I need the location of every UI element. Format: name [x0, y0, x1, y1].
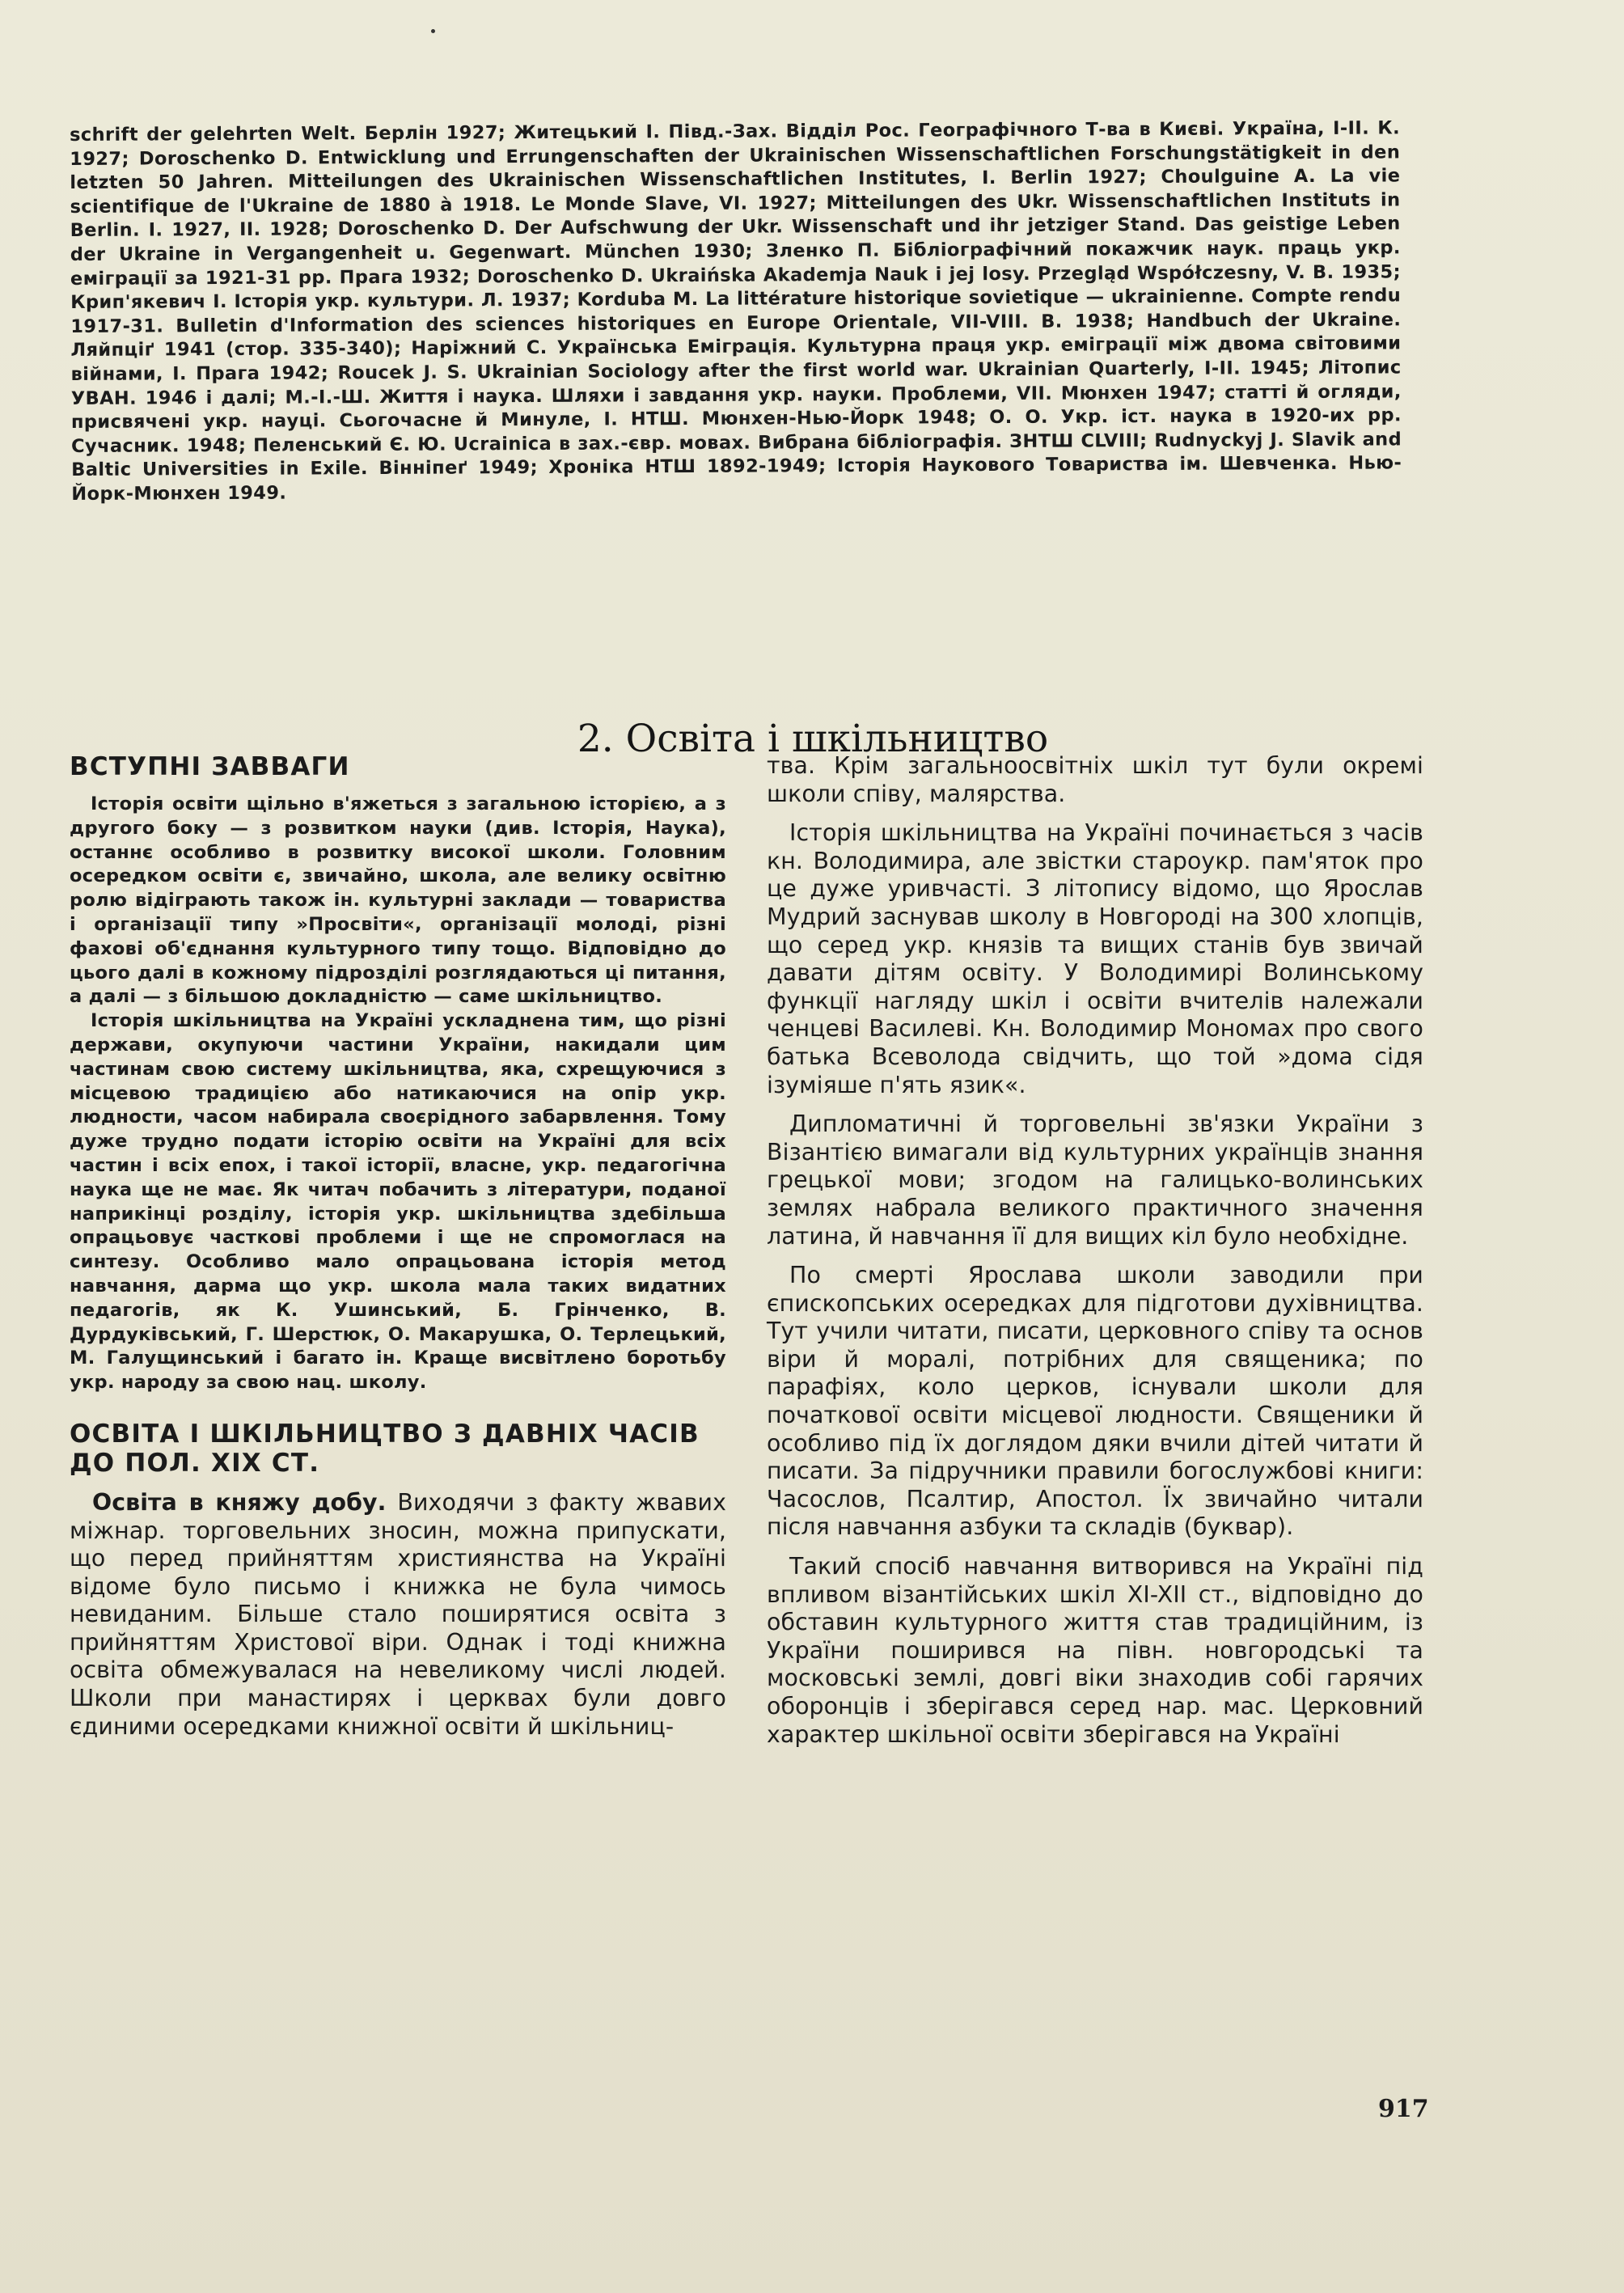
- bibliography-block: schrift der gelehrten Welt. Берлін 1927; Житецький І. Півд.-Зах. Відділ Рос. Географічного Т-ва в Києві. Україна, І-ІІ. К. 1927; Doroschenko D. Entwicklung und Errungenschaften der Ukrainischen Wissenschaftlichen Forschungstätigkeit in den letzten 50 Jahren. Mitteilungen des Ukrainischen Wissenschaftlichen Institutes, I. Berlin 1927; Choulguine A. La vie scientifique de l'Ukraine de 1880 à 1918. Le Monde Slave, VI. 1927; Mitteilungen des Ukr. Wissenschaftlichen Instituts in Berlin. I. 1927, II. 1928; Doroschenko D. Der Aufschwung der Ukr. Wissenschaft und ihr jetziger Stand. Das geistige Leben der Ukraine in Vergangenheit u. Gegenwart. München 1930; Зленко П. Бібліографічний покажчик наук. праць укр. еміграції за 1921-31 рр. Прага 1932; Doroschenko D. Ukraińska Akademja Nauk i jej losy. Przegląd Współczesny, V. B. 1935; Крип'якевич І. Історія укр. культури. Л. 1937; Korduba M. La littérature historique sovietique — ukrainienne. Compte rendu 1917-31. Bulletin d'Information des sciences historiques en Europe Orientale, VII-VIII. B. 1938; Handbuch der Ukraine. Ляйпціґ 1941 (стор. 335-340); Наріжний С. Українська Еміграція. Культурна праця укр. еміграції між двома світовими війнами, І. Прага 1942; Roucek J. S. Ukrainian Sociology after the first world war. Ukrainian Quarterly, I-II. 1945; Літопис УВАН. 1946 і далі; М.-І.-Ш. Життя і наука. Шляхи і завдання укр. науки. Проблеми, VII. Мюнхен 1947; статті й огляди, присвячені укр. науці. Сьогочасне й Минуле, І. НТШ. Мюнхен-Нью-Йорк 1948; О. О. Укр. іст. наука в 1920-их рр. Сучасник. 1948; Пеленський Є. Ю. Ucrainica в зах.-євр. мовах. Вибрана бібліографія. ЗНТШ CLVIII; Rudnyckyj J. Slavik and Baltic Universities in Exile. Вінніпеґ 1949; Хроніка НТШ 1892-1949; Історія Наукового Товариства ім. Шевченка. Нью-Йорк-Мюнхен 1949.: [70, 116, 1402, 505]
- left-column: [70, 752, 726, 1741]
- paragraph: Дипломатичні й торговельні зв'язки України з Візантією вимагали від культурних українців знання грецької мови; згодом на галицько-волинських землях набрала великого практичного значення латина, й навчання її для вищих кіл було необхідне.: [767, 1111, 1423, 1250]
- paragraph: Такий спосіб навчання витворився на Україні під впливом візантійських шкіл XI-XII ст., відповідно до обставин культурного життя став традиційним, із України поширився на півн. новгородські та московські землі, довгі віки знаходив собі гарячих оборонців і зберігався серед нар. мас. Церковний характер шкільної освіти зберігався на Україні: [767, 1553, 1423, 1748]
- heading-education-ancient-times: ОСВІТА І ШКІЛЬНИЦТВО З ДАВНІХ ЧАСІВ ДО ПОЛ. XIX СТ.: [70, 1419, 700, 1478]
- paragraph: Історія шкільництва на Україні починається з часів кн. Володимира, але звістки староукр. пам'яток про це дуже уривчасті. З літопису відомо, що Ярослав Мудрий заснував школу в Новгороді на 300 хлопців, що серед укр. князів та вищих станів був звичай давати дітям освіту. У Володимирі Волинському функції нагляду шкіл і освіти вчителів належали ченцеві Василеві. Кн. Володимир Мономах про свого батька Всеволода свідчить, що той »дома сідя ізуміяше п'ять язик«.: [767, 819, 1423, 1098]
- paragraph: тва. Крім загальноосвітніх шкіл тут були окремі школи співу, малярства.: [767, 752, 1423, 807]
- paragraph: По смерті Ярослава школи заводили при єпископських осередках для підготови духівництва. Тут учили читати, писати, церковного співу та основ віри й моралі, потрібних для священика; по парафіях, коло церков, існували школи для початкової освіти місцевої людности. Священики й особливо під їх доглядом дяки вчили дітей читати й писати. За підручники правили богослужбові книги: Часослов, Псалтир, Апостол. Їх звичайно читали після навчання азбуки та складів (буквар).: [767, 1262, 1423, 1541]
- heading-introductory-remarks: ВСТУПНІ ЗАВВАГИ: [70, 752, 350, 781]
- right-column: [767, 752, 1423, 1749]
- paragraph: [70, 1489, 726, 1741]
- section-title: 2. Освіта і шкільництво: [577, 717, 1049, 761]
- run-in-heading: Освіта в княжу добу.: [92, 1488, 387, 1516]
- paragraph: Історія освіти щільно в'яжеться з загальною історією, а з другого боку — з розвитком науки (див. Історія, Наука), останнє особливо в розвитку високої школи. Головним осередком освіти є, звичайно, школа, але велику освітню ролю відіграють також ін. культурні заклади — товариства і організації типу »Просвіти«, організації молоді, різні фахові об'єднання культурного типу тощо. Відповідно до цього далі в кожному підрозділі розглядаються ці питання, а далі — з більшою докладністю — саме шкільництво.: [70, 793, 726, 1008]
- print-speck: [431, 29, 435, 33]
- paragraph-text: Виходячи з факту жвавих міжнар. торговельних зносин, можна припускати, що перед прийняттям християнства на Україні відоме було письмо і книжка не була чимось невиданим. Більше стало поширятися освіта з прийняттям Христової віри. Однак і тоді книжна освіта обмежувалася на невеликому числі людей. Школи при манастирях і церквах були довго єдиними осередками книжної освіти й шкільниц-: [70, 1488, 726, 1740]
- page-number: 917: [1378, 2095, 1429, 2123]
- paragraph: Історія шкільництва на Україні ускладнена тим, що різні держави, окупуючи частини України, накидали цим частинам свою систему шкільництва, яка, схрещуючися з місцевою традицією або натикаючися на опір укр. людности, часом набирала своєрідного забарвлення. Тому дуже трудно подати історію освіти на Україні для всіх частин і всіх епох, і такої історії, власне, укр. педагогічна наука ще не має. Як читач побачить з літератури, поданої наприкінці розділу, історія укр. шкільництва здебільша опрацьовує часткові проблеми і ще не спромоглася на синтезу. Особливо мало опрацьована історія метод навчання, дарма що укр. школа мала таких видатних педагогів, як К. Ушинський, Б. Грінченко, В. Дурдуківський, Г. Шерстюк, О. Макарушка, О. Терлецький, М. Галущинський і багато ін. Краще висвітлено боротьбу укр. народу за свою нац. школу.: [70, 1010, 726, 1394]
